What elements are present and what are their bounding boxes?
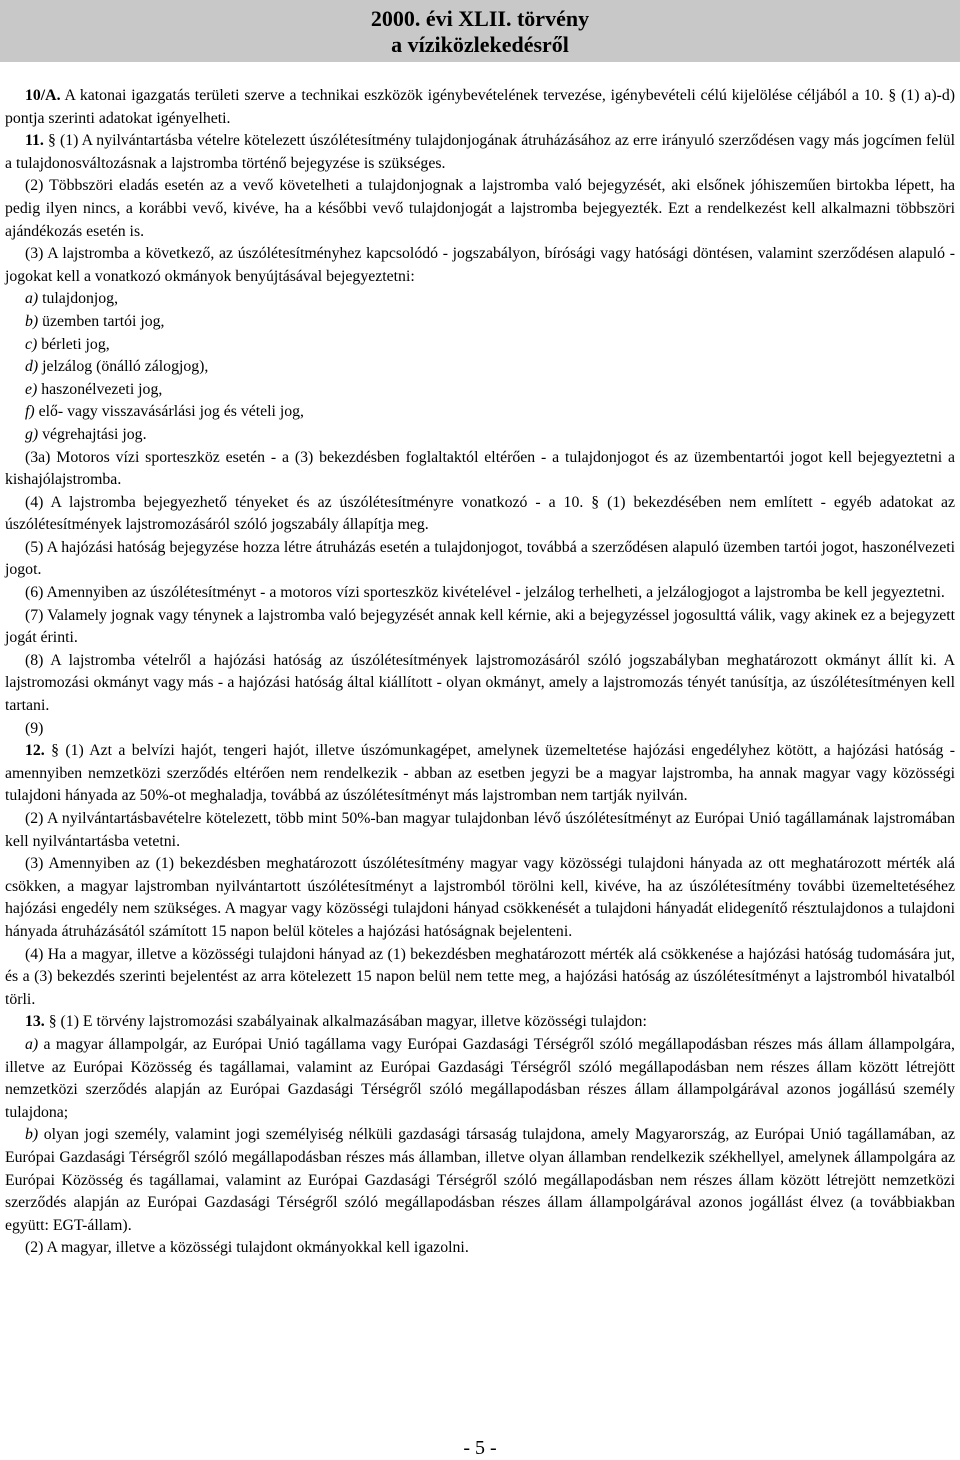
paragraph: (4) A lajstromba bejegyezhető tényeket és az úszólétesítményre vonatkozó - a 10. § (1) bekezdésében nem említett - egyéb adatokat az úszólétesítmények lajstromozásáról szóló jogszabály állapítja meg. (5, 493, 955, 534)
paragraph: (9) (25, 719, 44, 737)
law-title: 2000. évi XLII. törvény (370, 6, 590, 31)
paragraph (5, 740, 955, 808)
document-body (5, 85, 955, 1260)
paragraph: (6) Amennyiben az úszólétesítményt - a motoros vízi sporteszköz kivételével - jelzálog terhelheti, a jelzálogjogot a lajstromba be kell jegyeztetni. (25, 584, 945, 602)
paragraph-text: § (1) Azt a belvízi hajót, tengeri hajót, illetve úszómunkagépet, amelynek üzemeltetése hajózási engedélyhez kötött, a hajózási hatóság - amennyiben nemzetközi szerződés eltérően nem rendelkezik - abban az esetben jegyzi be a magyar lajstromba, ha annak magyar vagy közösségi tulajdoni hányada az 50%-ot meghaladja, továbbá az úszólétesítményt más lajstromban nem tartják nyilván. (5, 742, 955, 805)
list-item (5, 356, 955, 379)
paragraph: (5) A hajózási hatóság bejegyzése hozza létre átruházás esetén a tulajdonjogot, továbbá a szerződésen alapuló üzemben tartói jogot, haszonélvezeti jogot. (5, 538, 955, 579)
list-text: elő- vagy visszavásárlási jog és vételi jog, (34, 403, 305, 421)
list-letter: a) (25, 290, 39, 308)
list-item (5, 1124, 955, 1237)
list-item (5, 311, 955, 334)
paragraph: (8) A lajstromba vételről a hajózási hatóság az úszólétesítmények lajstromozásáról szóló jogszabályban meghatározott okmányt állít ki. A lajstromozási okmányt vagy más - a hajózási hatóság által kiállított - olyan okmányt, amely a lajstromozás tényét tanúsítja, az úszólétesítményen kell tartani. (5, 651, 955, 715)
list-item (5, 379, 955, 402)
section-number: 10/A. (25, 87, 61, 104)
law-subtitle: a víziközlekedésről (391, 32, 569, 57)
list-letter: g) (25, 425, 39, 443)
list-text: jelzálog (önálló zálogjog), (38, 358, 209, 376)
paragraph: (3) A lajstromba a következő, az úszólétesítményhez kapcsolódó - jogszabályon, bírósági vagy hatósági döntésen, valamint szerződésen alapuló - jogokat kell a vonatkozó okmányok benyújtásával bejegyeztetni: (5, 245, 955, 285)
list-letter: b) (25, 312, 39, 330)
paragraph (5, 85, 955, 130)
paragraph: (4) Ha a magyar, illetve a közösségi tulajdoni hányad az (1) bekezdésben meghatározott mérték alá csökkenése a hajózási hatóság tudomására jut, és a (3) bekezdés szerinti bejelentést az arra kötelezett 15 napon belül nem tette meg, a hajózási hatóság az úszólétesítményt a lajstromból hivatalból törli. (5, 945, 955, 1008)
paragraph: (3a) Motoros vízi sporteszköz esetén - a (3) bekezdésben foglaltaktól eltérően - a tulajdonjogot és az üzembentartói jogot kell bejegyeztetni a kishajólajstromba. (5, 448, 955, 489)
page-number: - 5 - (463, 1437, 497, 1459)
list-item (5, 401, 955, 424)
list-letter: e) (25, 380, 38, 398)
paragraph: (3) Amennyiben az (1) bekezdésben meghatározott úszólétesítmény magyar vagy közösségi tulajdoni hányada az ott meghatározott mérték alá csökken, a magyar lajstromban nyilvántartott úszólétesítményt a lajstromból törölni kell, kivéve, ha az úszólétesítmény további üzemeltetéséhez hajózási engedély nem szükséges. A magyar vagy közösségi tulajdoni hányad csökkenését a tulajdoni hányadát elidegenítő résztulajdonos a tulajdoni hányada átruházásától számított 15 napon belül köteles a hajózási hatóságnak bejelenteni. (5, 855, 955, 940)
list-text: végrehajtási jog. (38, 425, 147, 443)
paragraph: (2) A nyilvántartásbavételre kötelezett, több mint 50%-ban magyar tulajdonban lévő úszólétesítményt az Európai Unió tagállamának lajstromában kell nyilvántartásba vetetni. (5, 810, 955, 850)
list-item (5, 424, 955, 447)
list-letter: a) (25, 1035, 39, 1053)
list-text: olyan jogi személy, valamint jogi személyiség nélküli gazdasági társaság tulajdona, amely Magyarország, az Európai Unió tagállamában, az Európai Gazdasági Térségről szóló megállapodásban részes más államban, illetve olyan államban rendelkezik székhellyel, amelynek állampolgára az Európai Közösség és tagállamai, valamint az Európai Gazdasági Térségről szóló megállapodásban nem részes állam között létrejött nemzetközi szerződés alapján az Európai Gazdasági Térségről szóló megállapodásban részes állam állampolgárával azonos jogállást élvez (a továbbiakban együtt: EGT-állam). (5, 1126, 955, 1234)
paragraph (5, 130, 955, 175)
list-text: üzemben tartói jog, (38, 312, 165, 330)
document-header (0, 0, 960, 62)
list-text: bérleti jog, (37, 335, 110, 353)
paragraph-text: § (1) E törvény lajstromozási szabályainak alkalmazásában magyar, illetve közösségi tulajdon: (44, 1013, 647, 1031)
paragraph (5, 1011, 955, 1034)
paragraph-text: A katonai igazgatás területi szerve a technikai eszközök igénybevételének tervezése, igénybevételi célú kijelölése céljából a 10. § (1) a)-d) pontja szerinti adatokat igényelheti. (5, 87, 955, 127)
list-letter: f) (25, 403, 35, 421)
section-number: 11. (25, 132, 44, 150)
list-item (5, 334, 955, 357)
list-letter: c) (25, 335, 38, 353)
paragraph: (2) A magyar, illetve a közösségi tulajdont okmányokkal kell igazolni. (25, 1239, 469, 1257)
section-number: 12. (25, 742, 45, 760)
list-text: a magyar állampolgár, az Európai Unió tagállama vagy Európai Gazdasági Térségről szóló megállapodásban részes más állam állampolgára, illetve az Európai Közösség és tagállamai, valamint az Európai Gazdasági Térségről szóló megállapodásban nem részes állam között létrejött nemzetközi szerződés alapján az Európai Gazdasági Térségről szóló megállapodásban részes állam állampolgárával azonos jogállású személy tulajdona; (5, 1035, 955, 1121)
section-number: 13. (25, 1013, 45, 1031)
paragraph: (7) Valamely jognak vagy ténynek a lajstromba való bejegyzését annak kell kérnie, aki a bejegyzéssel jogosulttá válik, vagy akinek ez a bejegyzett jogát érinti. (5, 606, 955, 647)
list-item (5, 1034, 955, 1124)
list-text: tulajdonjog, (38, 290, 119, 308)
paragraph-text: § (1) A nyilvántartásba vételre kötelezett úszólétesítmény tulajdonjogának átruházásához az erre irányuló szerződésen vagy más jogcímen felül a tulajdonosváltozásnak a lajstromba történő bejegyzése is szükséges. (5, 132, 955, 172)
list-letter: d) (25, 358, 39, 376)
list-item (5, 288, 955, 311)
list-letter: b) (25, 1126, 39, 1144)
list-text: haszonélvezeti jog, (37, 380, 163, 398)
paragraph: (2) Többszöri eladás esetén az a vevő követelheti a tulajdonjognak a lajstromba való bejegyzését, aki elsőnek jóhiszeműen birtokba lépett, ha pedig ilyen nincs, a korábbi vevő, kivéve, ha a későbbi vevő tulajdonjogát a lajstromba bejegyezték. Ezt a rendelkezést kell alkalmazni többszöri ajándékozás esetén is. (5, 177, 955, 240)
